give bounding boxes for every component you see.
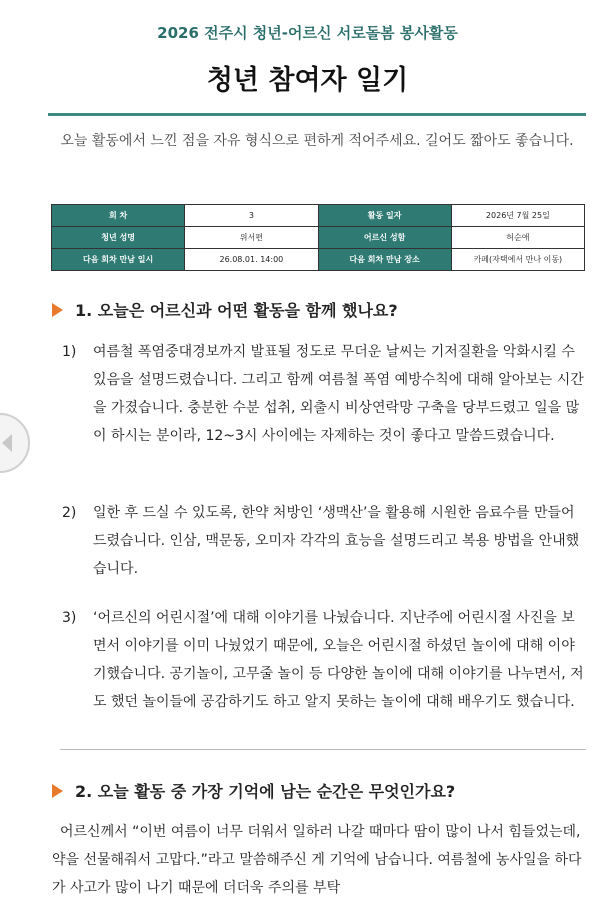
chevron-left-icon [2,434,12,452]
item-number: 3) [62,610,77,626]
triangle-bullet-icon [52,303,63,317]
list-item [62,499,586,583]
info-label: 활동 일자 [318,205,451,227]
info-value: 위서편 [185,227,318,249]
organization-title: 2026 전주시 청년-어르신 서로돌봄 봉사활동 [157,24,458,42]
info-label: 어르신 성함 [318,227,451,249]
info-row [52,227,585,249]
question-heading [52,298,398,321]
answer-paragraph: 어르신께서 “이번 여름이 너무 더워서 일하러 나갈 때마다 땀이 많이 나서 힘들었는데, 약을 선물해줘서 고맙다.”라고 말씀해주신 게 기억에 남습니다. 여름철에 농사일을 하다가 사고가 많이 나기 때문에 더더욱 주의를 부탁 [52,824,582,896]
question-text: 1. 오늘은 어르신과 어떤 활동을 함께 했나요? [75,301,398,320]
info-row [52,205,585,227]
info-value: 3 [185,205,318,227]
info-label: 다음 회차 만남 일시 [52,249,185,271]
info-label: 다음 회차 만남 장소 [318,249,451,271]
info-label: 청년 성명 [52,227,185,249]
info-value: 카페(자택에서 만나 이동) [451,249,584,271]
list-item [62,604,586,744]
info-value: 2026년 7월 25일 [451,205,584,227]
question-text: 2. 오늘 활동 중 가장 기억에 남는 순간은 무엇인가요? [75,782,456,801]
question-heading [52,779,455,802]
info-label: 회 차 [52,205,185,227]
triangle-bullet-icon [52,784,63,798]
info-value: 허순애 [451,227,584,249]
title-divider [48,113,586,116]
item-text: ‘어르신의 어린시절’에 대해 이야기를 나눴습니다. 지난주에 어린시절 사진을 보면서 이야기를 이미 나눴었기 때문에, 오늘은 어린시절 하셨던 놀이에 대해 이야기했습니다. 공기놀이, 고무줄 놀이 등 다양한 놀이에 대해 이야기를 나누면서, 저도 했던 놀이들에 공감하기도 하고 알지 못하는 놀이에 대해 배우기도 했습니다. [93,610,584,710]
item-number: 2) [62,505,77,521]
document-title: 청년 참여자 일기 [206,65,409,96]
info-value: 26.08.01. 14:00 [185,249,318,271]
section-divider [60,749,586,750]
intro-text: 오늘 활동에서 느낀 점을 자유 형식으로 편하게 적어주세요. 길어도 짧아도 좋습니다. [60,133,574,149]
item-number: 1) [62,344,77,360]
info-table [51,204,585,271]
item-text: 여름철 폭염중대경보까지 발표될 정도로 무더운 날씨는 기저질환을 악화시킬 수 있음을 설명드렸습니다. 그리고 함께 여름철 폭염 예방수칙에 대해 알아보는 시간을 가졌습니다. 충분한 수분 섭취, 외출시 비상연락망 구축을 당부드렸고 일을 많이 하시는 분이라, 12~3시 사이에는 자제하는 것이 좋다고 말씀드렸습니다. [93,344,584,444]
item-text: 일한 후 드실 수 있도록, 한약 처방인 ‘생맥산’을 활용해 시원한 음료수를 만들어 드렸습니다. 인삼, 맥문동, 오미자 각각의 효능을 설명드리고 복용 방법을 안내했습니다. [93,505,580,577]
previous-page-button[interactable] [0,413,30,473]
list-item [62,338,586,478]
info-row [52,249,585,271]
